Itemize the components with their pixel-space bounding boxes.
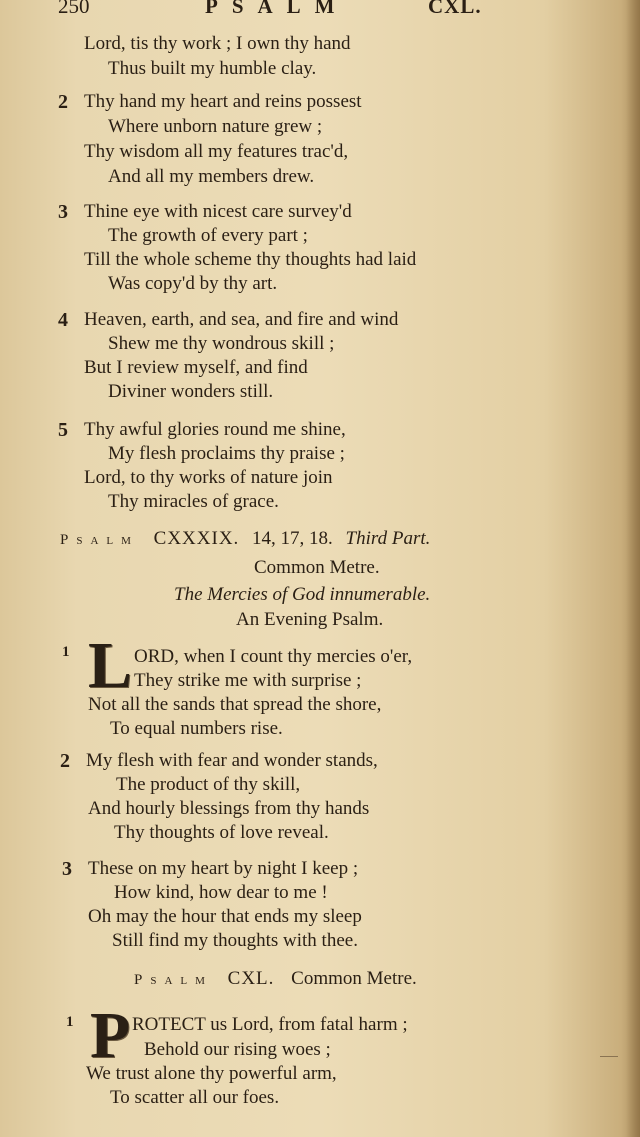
verse-line: Thy wisdom all my features trac'd,: [84, 141, 349, 162]
verse-line: Shew me thy wondrous skill ;: [108, 333, 335, 354]
psalm-label: Psalm: [60, 532, 139, 548]
verse-line: Thy miracles of grace.: [108, 491, 279, 512]
stanza-number: 3: [62, 858, 72, 880]
verse-line: Behold our rising woes ;: [144, 1039, 331, 1060]
verse-line: ORD, when I count thy mercies o'er,: [134, 646, 413, 667]
psalm-heading: [60, 527, 430, 552]
margin-mark: [600, 1056, 618, 1057]
verse-line: Diviner wonders still.: [108, 381, 274, 402]
psalm-subtitle-evening: An Evening Psalm.: [236, 609, 384, 630]
verse-line: Was copy'd by thy art.: [108, 273, 278, 294]
psalm-metre: Common Metre.: [291, 968, 417, 989]
stanza-number: 5: [58, 419, 68, 441]
verse-line: These on my heart by night I keep ;: [88, 858, 359, 879]
verse-line: How kind, how dear to me !: [114, 882, 328, 903]
stanza-number: 2: [58, 91, 68, 113]
verse-line: And hourly blessings from thy hands: [88, 798, 370, 819]
verse-line: To equal numbers rise.: [110, 718, 283, 739]
verse-line: But I review myself, and find: [84, 357, 308, 378]
verse-line: Thy awful glories round me shine,: [84, 419, 346, 440]
verse-line: To scatter all our foes.: [110, 1087, 280, 1108]
verse-line: And all my members drew.: [108, 166, 315, 187]
verse-line: We trust alone thy powerful arm,: [86, 1063, 337, 1084]
verse-line: Thine eye with nicest care survey'd: [84, 201, 352, 222]
psalm-label: Psalm: [134, 972, 213, 988]
verse-line: Lord, tis thy work ; I own thy hand: [84, 33, 351, 54]
psalm-verses: 14, 17, 18.: [252, 528, 333, 549]
drop-cap: P: [90, 999, 131, 1072]
verse-line: Heaven, earth, and sea, and fire and wind: [84, 309, 399, 330]
psalm-number: CXXXIX.: [153, 528, 240, 549]
stanza-number: 4: [58, 309, 68, 331]
verse-line: Oh may the hour that ends my sleep: [88, 906, 362, 927]
verse-line: Not all the sands that spread the shore,: [88, 694, 382, 715]
psalm-number: CXL.: [227, 968, 275, 989]
verse-line: Thy thoughts of love reveal.: [114, 822, 329, 843]
verse-line: My flesh with fear and wonder stands,: [86, 750, 378, 771]
verse-line: The growth of every part ;: [108, 225, 308, 246]
verse-line: ROTECT us Lord, from fatal harm ;: [132, 1014, 408, 1035]
stanza-number: 2: [60, 750, 70, 772]
verse-line: Where unborn nature grew ;: [108, 116, 323, 137]
psalm-subtitle: The Mercies of God innumerable.: [174, 584, 431, 605]
verse-line: They strike me with surprise ;: [134, 670, 362, 691]
verse-line: Still find my thoughts with thee.: [112, 930, 358, 951]
page-number: 250: [58, 0, 90, 18]
stanza-number: 1: [62, 644, 70, 660]
verse-line: My flesh proclaims thy praise ;: [108, 443, 345, 464]
stanza-number: 1: [66, 1014, 74, 1030]
verse-line: The product of thy skill,: [116, 774, 301, 795]
verse-line: Thy hand my heart and reins possest: [84, 91, 362, 112]
page-edge-shadow: [626, 0, 640, 1137]
psalm-heading: [134, 967, 417, 992]
verse-line: Till the whole scheme thy thoughts had laid: [84, 249, 417, 270]
stanza-number: 3: [58, 201, 68, 223]
verse-line: Thus built my humble clay.: [108, 58, 317, 79]
running-title-number: CXL.: [428, 0, 482, 18]
psalm-part: Third Part.: [345, 528, 431, 549]
psalm-metre: Common Metre.: [254, 557, 380, 578]
verse-line: Lord, to thy works of nature join: [84, 467, 333, 488]
running-title: PSALM: [205, 0, 349, 18]
drop-cap: L: [88, 629, 133, 702]
